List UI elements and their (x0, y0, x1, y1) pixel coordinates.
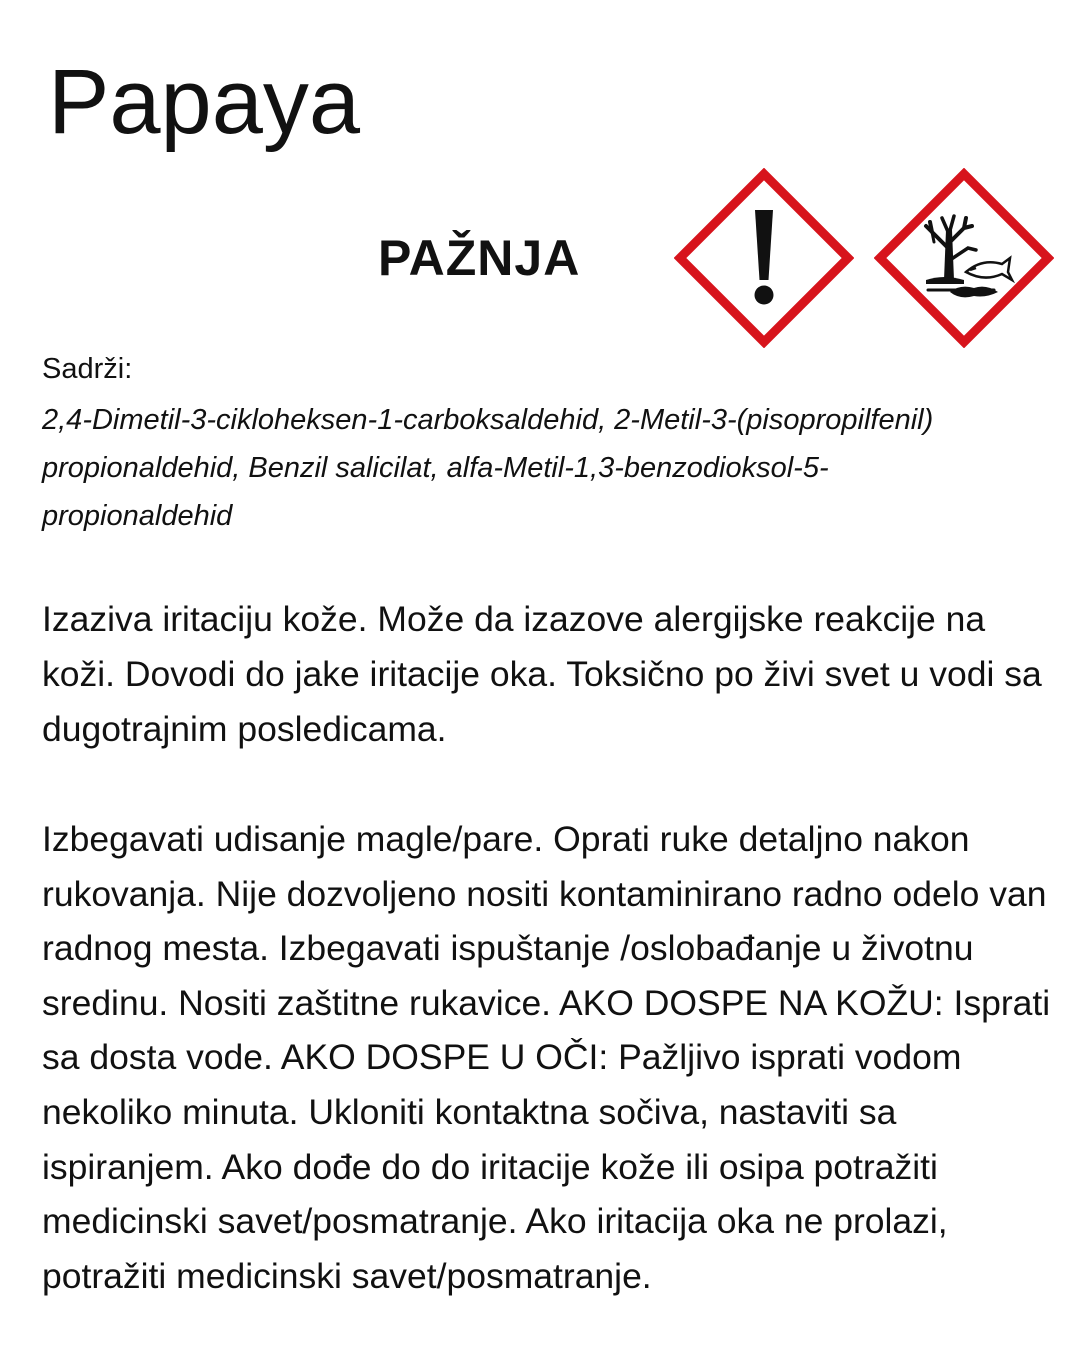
environment-hazard-icon (874, 168, 1054, 348)
contains-label: Sadrži: (42, 353, 133, 385)
ingredients-list: 2,4-Dimetil-3-cikloheksen-1-carboksaldehid, 2-Metil-3-(pisopropilfenil) propionaldehid, Benzil salicilat, alfa-Metil-1,3-benzodioksol-5-propionaldehid (42, 404, 934, 532)
precautionary-statements: Izbegavati udisanje magle/pare. Oprati ruke detaljno nakon rukovanja. Nije dozvoljeno nositi kontaminirano radno odelo van radnog mesta. Izbegavati ispuštanje /oslobađanje u životnu sredinu. Nositi zaštitne rukavice. AKO DOSPE NA KOŽU: Isprati sa dosta vode. AKO DOSPE U OČI: Pažljivo isprati vodom nekoliko minuta. Ukloniti kontaktna sočiva, nastaviti sa ispiranjem. Ako dođe do do iritacije kože ili osipa potražiti medicinski savet/posmatranje. Ako iritacija oka ne prolazi, potražiti medicinski savet/posmatranje. (42, 819, 1051, 1296)
exclamation-mark-icon (674, 168, 854, 348)
product-name: Papaya (48, 51, 361, 153)
hazard-statements: Izaziva iritaciju kože. Može da izazove alergijske reakcije na koži. Dovodi do jake iritacije oka. Toksično po živi svet u vodi sa dugotrajnim posledicama. (42, 599, 1042, 749)
signal-word: PAŽNJA (378, 230, 581, 286)
